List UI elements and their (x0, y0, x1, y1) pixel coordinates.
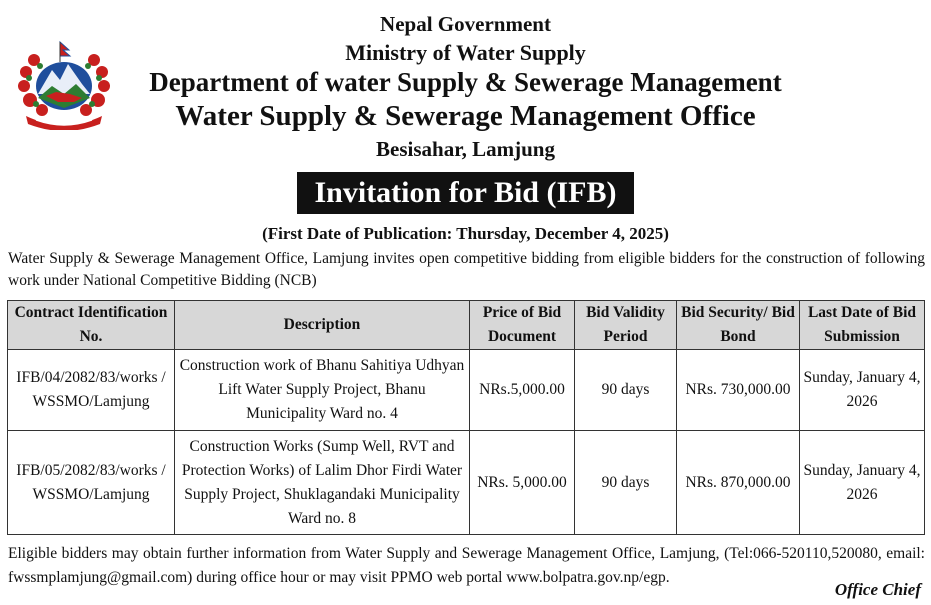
cell-last-date: Sunday, January 4, 2026 (800, 431, 925, 535)
signature: Office Chief (834, 580, 921, 599)
intro-paragraph: Water Supply & Sewerage Management Office, Lamjung invites open competitive bidding from eligible bidders for the construction of following work under National Competitive Bidding (NCB) (8, 250, 925, 289)
ministry-name: Ministry of Water Supply (345, 40, 586, 65)
cell-security: NRs. 870,000.00 (677, 431, 800, 535)
footer-paragraph: Eligible bidders may obtain further information from Water Supply and Sewerage Management Office, Lamjung, (Tel:066-520110,520080, email: fwssmplamjung@gmail.com) during office hour or may visit PPMO web portal www.bolpatra.gov.np/egp. (8, 545, 925, 586)
cell-price: NRs.5,000.00 (470, 350, 575, 431)
table-row (8, 350, 925, 431)
cell-security: NRs. 730,000.00 (677, 350, 800, 431)
header-description: Description (175, 301, 470, 350)
header-contract-id: Contract Identification No. (8, 301, 175, 350)
department-name: Department of water Supply & Sewerage Management (149, 67, 782, 97)
header-security: Bid Security/ Bid Bond (677, 301, 800, 350)
header-validity: Bid Validity Period (575, 301, 677, 350)
cell-contract-id: IFB/04/2082/83/works / WSSMO/Lamjung (8, 350, 175, 431)
cell-validity: 90 days (575, 350, 677, 431)
table-header-row (8, 301, 925, 350)
cell-contract-id: IFB/05/2082/83/works / WSSMO/Lamjung (8, 431, 175, 535)
cell-price: NRs. 5,000.00 (470, 431, 575, 535)
cell-description: Construction work of Bhanu Sahitiya Udhyan Lift Water Supply Project, Bhanu Municipality Ward no. 4 (175, 350, 470, 431)
notice-title: Invitation for Bid (IFB) (297, 172, 634, 214)
cell-description: Construction Works (Sump Well, RVT and Protection Works) of Lalim Dhor Firdi Water Supply Project, Shuklagandaki Municipality Ward no. 8 (175, 431, 470, 535)
government-name: Nepal Government (380, 12, 551, 36)
cell-validity: 90 days (575, 431, 677, 535)
office-location: Besisahar, Lamjung (376, 137, 555, 161)
cell-last-date: Sunday, January 4, 2026 (800, 350, 925, 431)
bid-table (7, 300, 925, 535)
office-name: Water Supply & Sewerage Management Office (175, 100, 756, 132)
table-row (8, 431, 925, 535)
header-last-date: Last Date of Bid Submission (800, 301, 925, 350)
header-price: Price of Bid Document (470, 301, 575, 350)
publication-date: (First Date of Publication: Thursday, December 4, 2025) (262, 224, 669, 243)
